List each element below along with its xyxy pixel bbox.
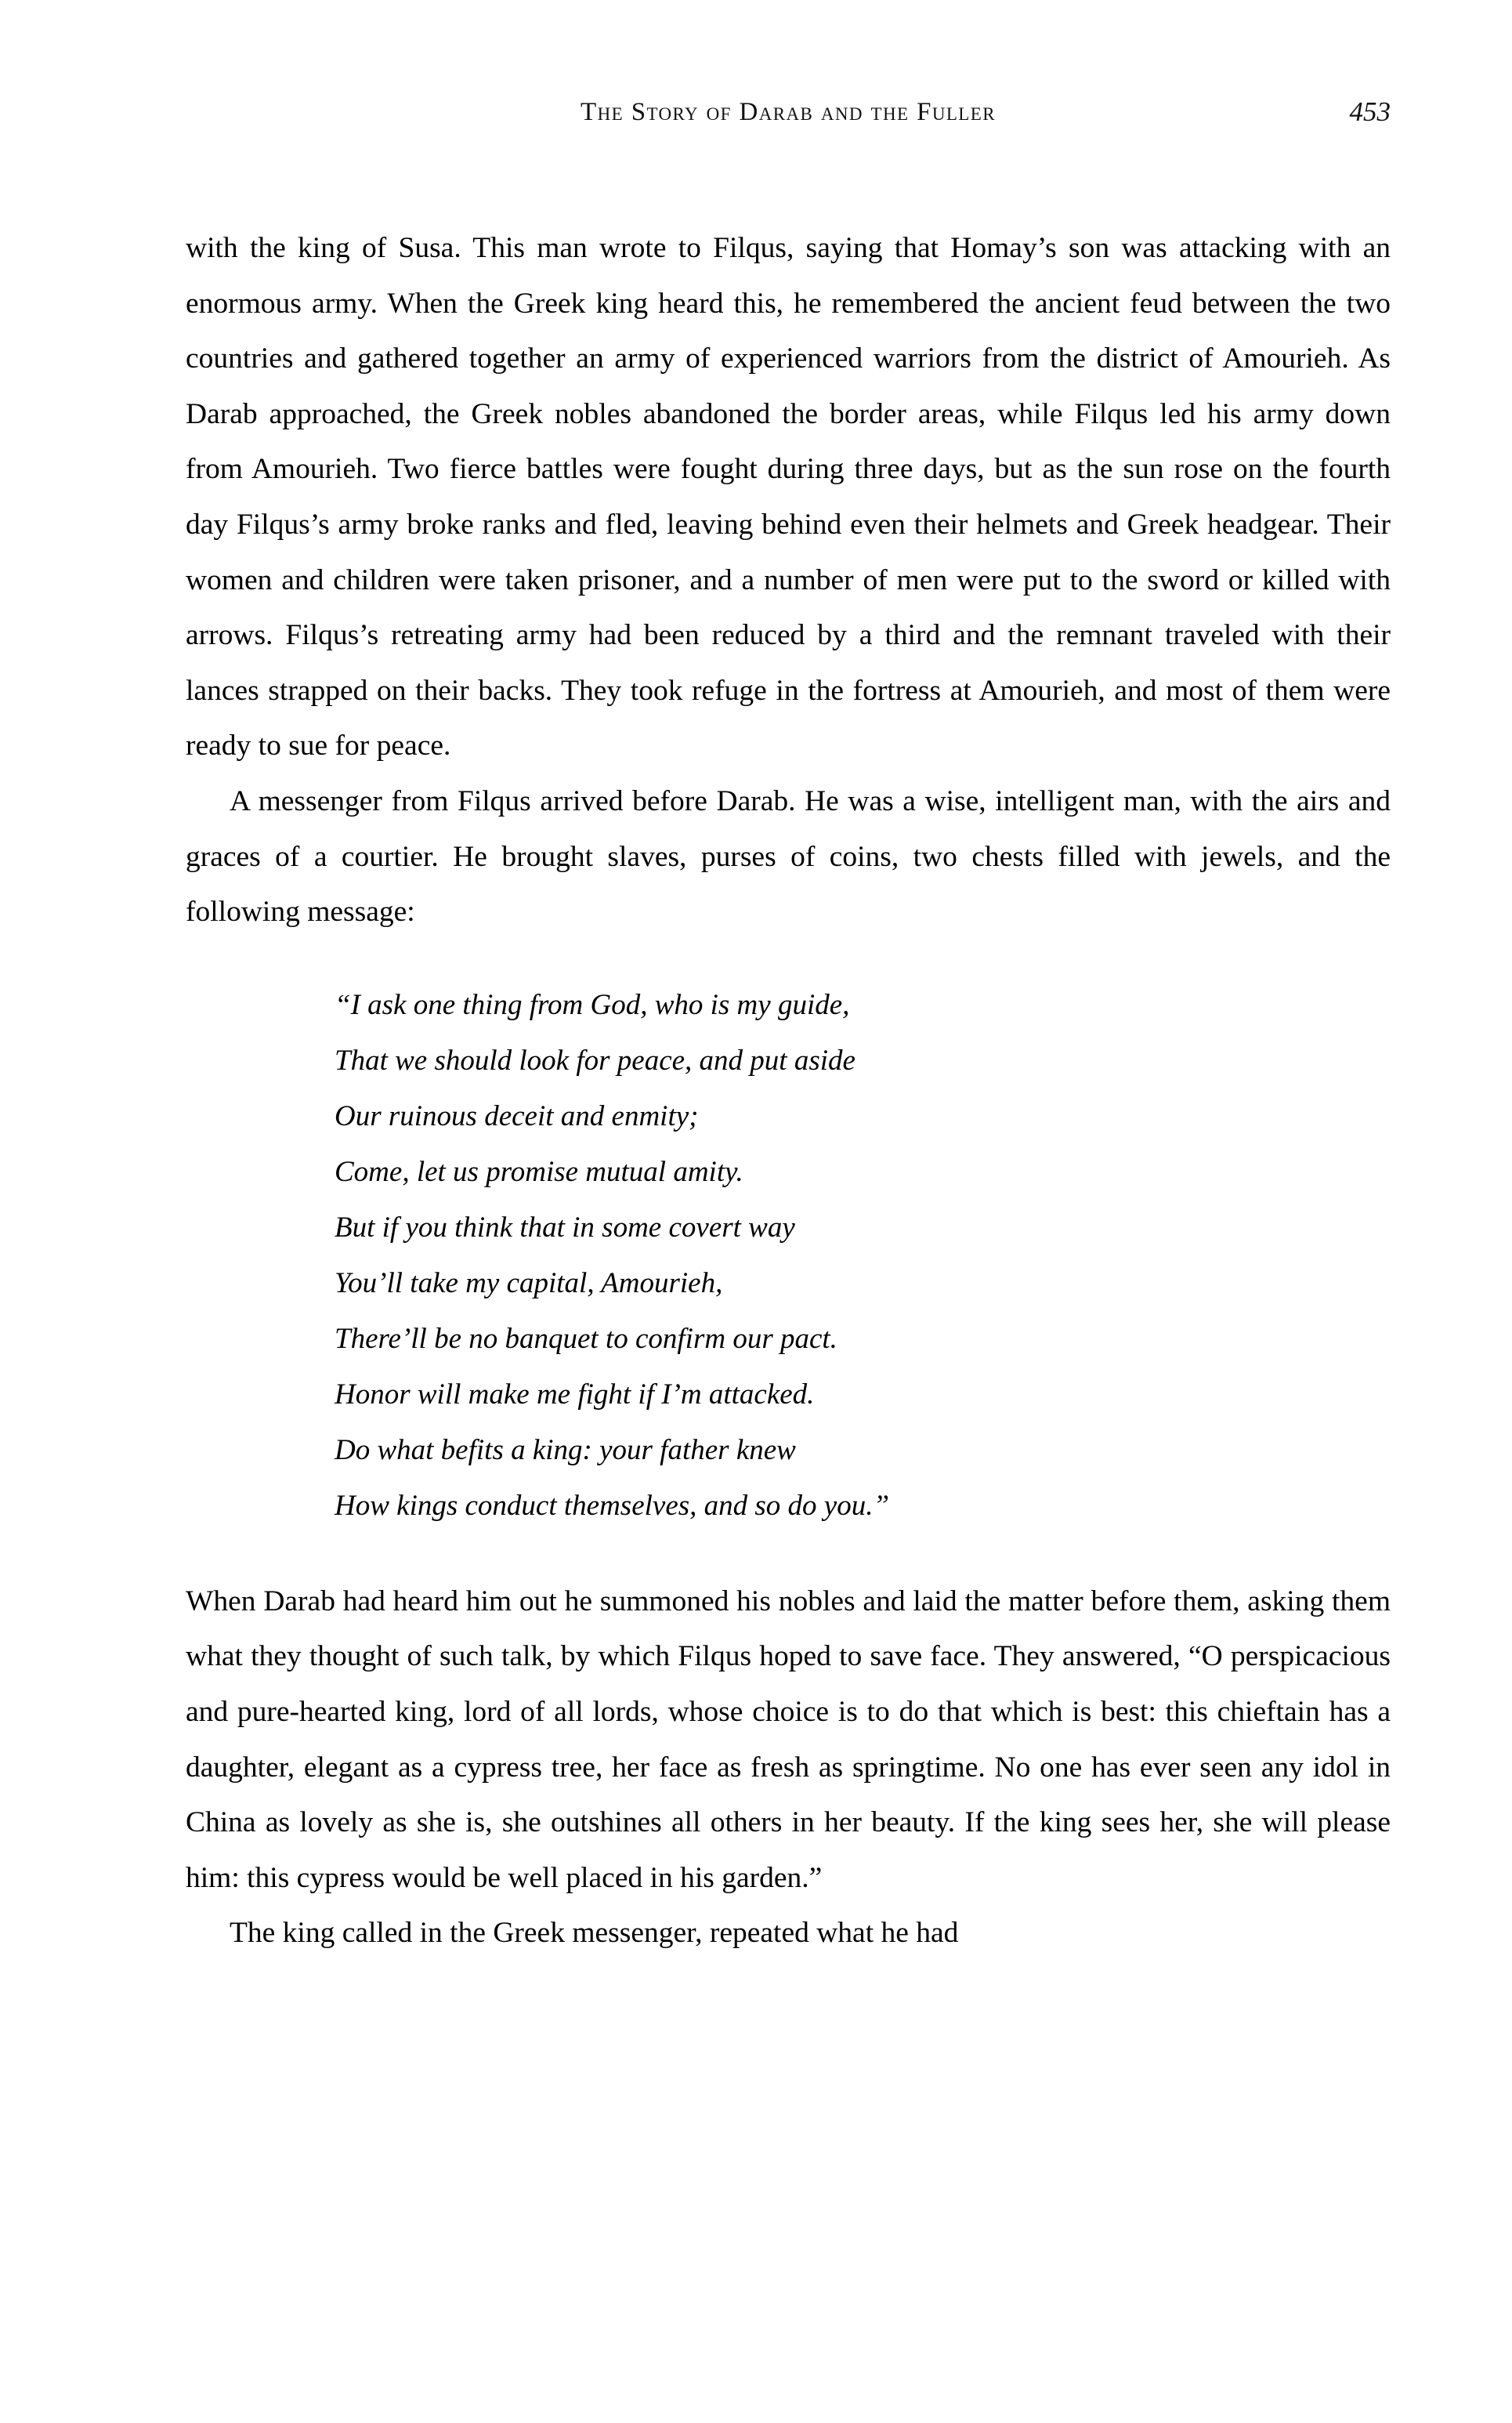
verse-line: Do what befits a king: your father knew [335,1433,796,1466]
verse-line: You’ll take my capital, Amourieh, [335,1266,723,1299]
running-head [186,96,1391,132]
paragraph-nobles: When Darab had heard him out he summoned his nobles and laid the matter before them, asking them what they thought of such talk, by which Filqus hoped to save face. They answered, “O perspicacious and pure-hearted king, lord of all lords, whose choice is to do that which is best: this chieftain has a daughter, elegant as a cypress tree, her face as fresh as springtime. No one has ever seen any idol in China as lovely as she is, she outshines all others in her beauty. If the king sees her, she will please him: this cypress would be well placed in his garden.” [186,1585,1391,1894]
verse-line: How kings conduct themselves, and so do you.” [335,1489,890,1522]
verse-line: Honor will make me fight if I’m attacked. [335,1378,815,1411]
text-block [186,221,1391,1961]
verse-block [186,977,1391,1534]
verse-line: Come, let us promise mutual amity. [335,1155,743,1188]
verse-line: There’ll be no banquet to confirm our pact. [335,1322,837,1355]
verse-line: But if you think that in some covert way [335,1211,795,1244]
running-head-title: The Story of Darab and the Fuller [581,98,996,126]
verse-line: Our ruinous deceit and enmity; [335,1099,699,1132]
paragraph-continued: with the king of Susa. This man wrote to Filqus, saying that Homay’s son was attacking with an enormous army. When the Greek king heard this, he remembered the ancient feud between the two countries and gathered together an army of experienced warriors from the district of Amourieh. As Darab approached, the Greek nobles abandoned the border areas, while Filqus led his army down from Amourieh. Two fierce battles were fought during three days, but as the sun rose on the fourth day Filqus’s army broke ranks and fled, leaving behind even their helmets and Greek headgear. Their women and children were taken prisoner, and a number of men were put to the sword or killed with arrows. Filqus’s retreating army had been reduced by a third and the remnant traveled with their lances strapped on their backs. They took refuge in the fortress at Amourieh, and most of them were ready to sue for peace. [186,232,1391,762]
verse-line: “I ask one thing from God, who is my guide, [335,988,850,1021]
verse-line: That we should look for peace, and put aside [335,1044,855,1077]
page-number: 453 [1349,96,1391,127]
paragraph-messenger: A messenger from Filqus arrived before Darab. He was a wise, intelligent man, with the airs and graces of a courtier. He brought slaves, purses of coins, two chests filled with jewels, and the following message: [186,784,1391,929]
paragraph-king-called: The king called in the Greek messenger, repeated what he had [230,1917,959,1950]
